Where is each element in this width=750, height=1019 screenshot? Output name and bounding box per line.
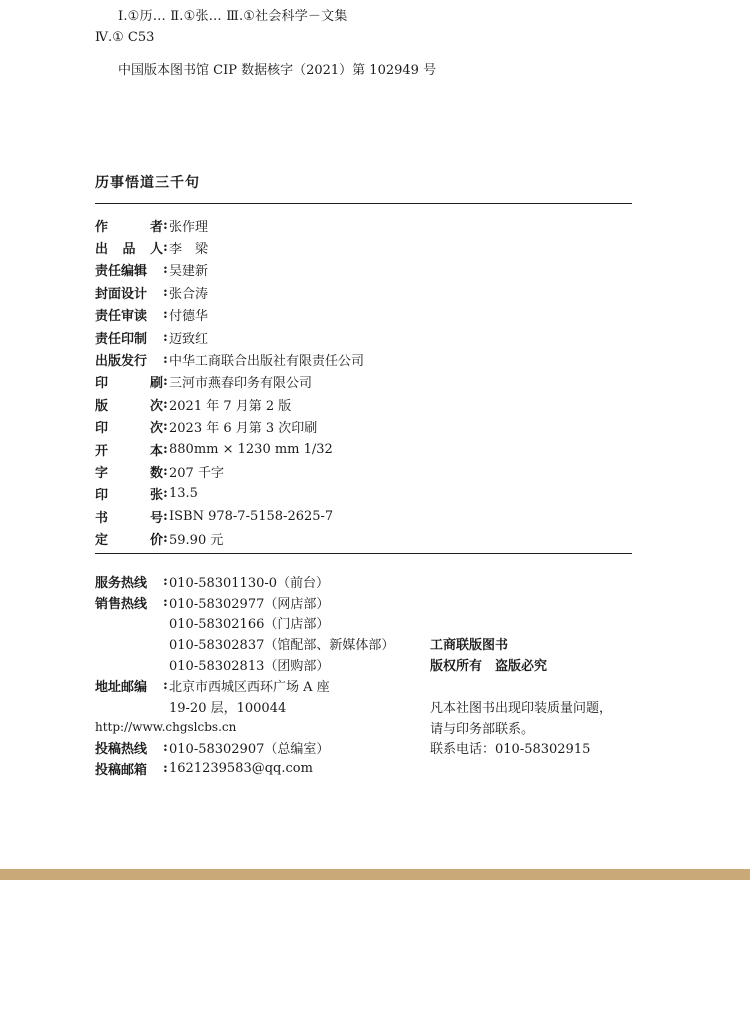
contact-block [95, 571, 394, 779]
spec-value: 207 千字 [169, 465, 224, 481]
spec-row-printer: 印 刷 : 三河市燕春印务有限公司 [95, 374, 313, 392]
sales-hotline-row [95, 613, 394, 634]
address-line-2: 19-20 层，100044 [169, 700, 287, 716]
spec-value: 付德华 [169, 309, 209, 325]
spec-value: 迈致红 [169, 331, 209, 347]
spec-value: 2021 年 7 月第 2 版 [169, 398, 292, 414]
print-dept-phone: 联系电话：010-58302915 [430, 742, 591, 757]
quality-notice-line-1: 凡本社图书出现印装质量问题， [430, 701, 613, 716]
spec-label: 封面设计 [95, 286, 148, 302]
sales-hotline-group: 010-58302813（团购部） [169, 659, 330, 675]
spec-label: 责任审读 [95, 309, 148, 325]
spec-label: 责任编辑 [95, 264, 148, 280]
quality-notice-line-2: 请与印务部联系。 [430, 722, 535, 737]
publisher-brand: 工商联版图书 [430, 638, 509, 653]
spec-row-editor: 责任编辑 : 吴建新 [95, 262, 209, 280]
spec-row-print-manager: 责任印制 : 迈致红 [95, 329, 209, 347]
spec-row-publisher: 出版发行 : 中华工商联合出版社有限责任公司 [95, 352, 365, 370]
spec-label: 责任印制 [95, 331, 148, 347]
spec-value: 2023 年 6 月第 3 次印刷 [169, 421, 318, 437]
cip-record-number: 中国版本图书馆 CIP 数据核字（2021）第 102949 号 [118, 63, 437, 78]
spec-label: 印 张 [95, 488, 163, 504]
spec-label: 印 刷 [95, 376, 163, 392]
address-label: 地址邮编 [95, 679, 148, 695]
spec-label: 出 品 人 [95, 242, 163, 258]
spec-label: 书 号 [95, 510, 163, 526]
spec-value: 13.5 [169, 486, 198, 502]
spec-row-producer: 出 品 人 : 李 梁 [95, 240, 209, 258]
submission-email-row: 投稿邮箱 : 1621239583@qq.com [95, 761, 313, 779]
book-title: 历事悟道三千句 [95, 175, 200, 191]
spec-row-author: 作 者 : 张作理 [95, 217, 209, 235]
sales-hotline-store: 010-58302166（门店部） [169, 617, 330, 633]
spec-row-isbn: 书 号 : ISBN 978-7-5158-2625-7 [95, 508, 334, 526]
spec-value: ISBN 978-7-5158-2625-7 [169, 508, 334, 524]
submission-phone-label: 投稿热线 [95, 742, 148, 758]
sales-hotline-row: 销售热线 : 010-58302977（网店部） [95, 594, 330, 612]
service-hotline-label: 服务热线 [95, 575, 148, 591]
cip-classification-line: Ⅰ.①历… Ⅱ.①张… Ⅲ.①社会科学－文集 [118, 9, 348, 24]
sales-hotline-row [95, 654, 394, 675]
submission-phone-row: 投稿热线 : 010-58302907（总编室） [95, 740, 330, 758]
spec-value: 880mm × 1230 mm 1/32 [169, 441, 333, 457]
submission-email-label: 投稿邮箱 [95, 763, 148, 779]
bottom-divider [95, 553, 632, 554]
address-line-1: 北京市西城区西环广场 A 座 [169, 679, 330, 695]
spec-row-edition: 版 次 : 2021 年 7 月第 2 版 [95, 396, 292, 414]
spec-value: 三河市燕春印务有限公司 [169, 376, 313, 392]
sales-hotline-label: 销售热线 [95, 596, 148, 612]
address-row [95, 696, 394, 717]
address-row: 地址邮编 : 北京市西城区西环广场 A 座 [95, 677, 330, 695]
cip-subject-code: Ⅳ.① C53 [95, 30, 155, 45]
website-link[interactable]: http://www.chgslcbs.cn [95, 719, 237, 734]
spec-value: 吴建新 [169, 264, 209, 280]
top-divider [95, 203, 632, 204]
service-hotline-row: 服务热线 : 010-58301130-0（前台） [95, 573, 330, 591]
spec-label: 字 数 [95, 465, 163, 481]
sales-hotline-online-store: 010-58302977（网店部） [169, 596, 330, 612]
spec-row-cover-design: 封面设计 : 张合涛 [95, 284, 209, 302]
copyright-notice: 版权所有 盗版必究 [430, 659, 548, 674]
spec-row-impression: 印 次 : 2023 年 6 月第 3 次印刷 [95, 419, 318, 437]
spec-value: 59.90 元 [169, 533, 224, 549]
spec-row-word-count: 字 数 : 207 千字 [95, 463, 224, 481]
service-hotline: 010-58301130-0（前台） [169, 575, 330, 591]
spec-label: 定 价 [95, 533, 163, 549]
spec-label: 印 次 [95, 421, 163, 437]
spec-value: 张作理 [169, 219, 209, 235]
spec-value: 李 梁 [169, 242, 209, 258]
submission-email[interactable]: 1621239583@qq.com [169, 761, 313, 777]
decorative-footer-band [0, 869, 750, 880]
spec-row-format: 开 本 : 880mm × 1230 mm 1/32 [95, 441, 333, 459]
spec-value: 中华工商联合出版社有限责任公司 [169, 354, 365, 370]
spec-value: 张合涛 [169, 286, 209, 302]
spec-row-reviewer: 责任审读 : 付德华 [95, 307, 209, 325]
submission-phone: 010-58302907（总编室） [169, 742, 330, 758]
spec-label: 作 者 [95, 219, 163, 235]
spec-label: 版 次 [95, 398, 163, 414]
sales-hotline-library: 010-58302837（馆配部、新媒体部） [169, 638, 395, 654]
publication-specs [95, 214, 364, 550]
spec-row-price: 定 价 : 59.90 元 [95, 531, 224, 549]
spec-row-sheets: 印 张 : 13.5 [95, 486, 198, 504]
spec-label: 出版发行 [95, 354, 148, 370]
website-row [95, 717, 394, 738]
spec-label: 开 本 [95, 443, 163, 459]
sales-hotline-row [95, 633, 394, 654]
